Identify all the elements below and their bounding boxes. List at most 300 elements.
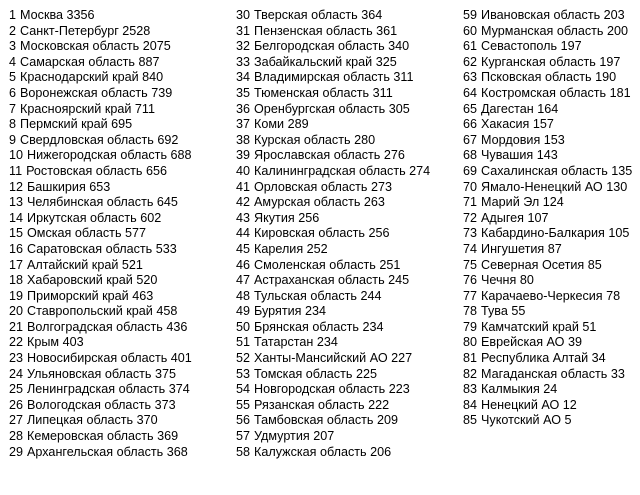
region-value: 887 (138, 54, 160, 69)
region-name: Астраханская область (254, 273, 385, 288)
rank-number: 16 (9, 241, 24, 256)
region-value: 840 (142, 70, 164, 85)
rank-number: 34 (236, 70, 251, 85)
rank-number: 13 (9, 195, 24, 210)
region-name: Брянская область (254, 319, 359, 334)
region-name: Хакасия (481, 117, 530, 132)
ranking-row (9, 258, 229, 274)
ranking-row (463, 211, 640, 227)
rank-number: 4 (9, 54, 17, 69)
region-value: 692 (157, 132, 179, 147)
region-name: Республика Алтай (481, 351, 589, 366)
rank-number: 8 (9, 117, 17, 132)
region-value: 458 (156, 304, 178, 319)
ranking-row (236, 39, 458, 55)
region-ranking-list (0, 8, 640, 495)
region-name: Тува (481, 304, 508, 319)
region-value: 695 (111, 117, 133, 132)
region-name: Бурятия (254, 304, 302, 319)
region-value: 311 (372, 85, 393, 100)
region-name: Адыгея (481, 210, 524, 225)
rank-number: 71 (463, 195, 478, 210)
ranking-row (463, 242, 640, 258)
rank-number: 69 (463, 163, 478, 178)
ranking-row (9, 55, 229, 71)
ranking-row (463, 148, 640, 164)
ranking-row (9, 351, 229, 367)
region-name: Москва (20, 8, 64, 22)
ranking-row (9, 211, 229, 227)
region-value: 234 (362, 319, 384, 334)
region-value: 78 (606, 288, 621, 303)
ranking-row (9, 8, 229, 24)
region-name: Ставропольский край (27, 304, 153, 319)
region-name: Камчатский край (481, 319, 579, 334)
region-value: 55 (511, 304, 526, 319)
rank-number: 76 (463, 273, 478, 288)
ranking-row (236, 367, 458, 383)
ranking-row (463, 55, 640, 71)
rank-number: 11 (9, 163, 23, 178)
region-name: Ленинградская область (27, 382, 166, 397)
region-name: Архангельская область (27, 444, 164, 459)
rank-number: 35 (236, 85, 251, 100)
ranking-row (463, 133, 640, 149)
ranking-row (463, 24, 640, 40)
region-name: Саратовская область (27, 241, 153, 256)
ranking-row (9, 398, 229, 414)
region-name: Тамбовская область (254, 413, 374, 428)
ranking-row (236, 102, 458, 118)
region-name: Псковская область (481, 70, 592, 85)
rank-number: 23 (9, 351, 24, 366)
ranking-row (9, 226, 229, 242)
region-name: Нижегородская область (27, 148, 168, 163)
rank-number: 38 (236, 132, 251, 147)
region-value: 203 (603, 8, 625, 22)
region-value: 374 (168, 382, 190, 397)
rank-number: 73 (463, 226, 478, 241)
rank-number: 55 (236, 397, 251, 412)
ranking-row (9, 413, 229, 429)
region-name: Сахалинская область (481, 163, 608, 178)
ranking-row (463, 413, 640, 429)
region-value: 311 (393, 70, 414, 85)
rank-number: 9 (9, 132, 17, 147)
region-name: Кабардино-Балкария (481, 226, 605, 241)
region-value: 436 (166, 319, 188, 334)
ranking-row (463, 351, 640, 367)
rank-number: 75 (463, 257, 478, 272)
rank-number: 66 (463, 117, 478, 132)
ranking-row (9, 320, 229, 336)
region-value: 51 (582, 319, 597, 334)
region-value: 533 (155, 241, 177, 256)
ranking-row (9, 164, 229, 180)
region-value: 368 (166, 444, 188, 459)
rank-number: 50 (236, 319, 251, 334)
rank-number: 56 (236, 413, 251, 428)
region-name: Смоленская область (254, 257, 376, 272)
region-value: 12 (562, 397, 577, 412)
ranking-row (236, 24, 458, 40)
region-name: Чувашия (481, 148, 534, 163)
ranking-row (236, 148, 458, 164)
region-value: 244 (360, 288, 382, 303)
region-value: 276 (383, 148, 405, 163)
region-value: 143 (536, 148, 558, 163)
region-name: Ямало-Ненецкий АО (481, 179, 603, 194)
region-name: Омская область (27, 226, 122, 241)
ranking-row (463, 195, 640, 211)
ranking-row (236, 133, 458, 149)
region-value: 280 (354, 132, 376, 147)
region-value: 645 (156, 195, 178, 210)
rank-number: 70 (463, 179, 478, 194)
ranking-row (9, 242, 229, 258)
region-name: Коми (254, 117, 285, 132)
ranking-row (463, 102, 640, 118)
region-name: Костромская область (481, 85, 607, 100)
region-value: 197 (560, 39, 582, 54)
region-name: Карачаево-Черкесия (481, 288, 603, 303)
region-name: Краснодарский край (20, 70, 139, 85)
rank-number: 78 (463, 304, 478, 319)
ranking-row (9, 304, 229, 320)
ranking-row (236, 195, 458, 211)
ranking-row (236, 398, 458, 414)
region-name: Якутия (254, 210, 295, 225)
ranking-row (9, 335, 229, 351)
region-name: Магаданская область (481, 366, 608, 381)
ranking-row (236, 242, 458, 258)
rank-number: 74 (463, 241, 478, 256)
region-name: Карелия (254, 241, 304, 256)
rank-number: 79 (463, 319, 478, 334)
rank-number: 82 (463, 366, 478, 381)
region-value: 325 (375, 54, 397, 69)
region-value: 222 (368, 397, 390, 412)
ranking-row (9, 148, 229, 164)
rank-number: 84 (463, 397, 478, 412)
region-name: Ханты-Мансийский АО (254, 351, 388, 366)
rank-number: 57 (236, 429, 251, 444)
ranking-row (463, 164, 640, 180)
region-name: Новосибирская область (27, 351, 168, 366)
ranking-row (9, 195, 229, 211)
region-value: 39 (567, 335, 582, 350)
region-value: 361 (376, 23, 398, 38)
region-value: 370 (136, 413, 158, 428)
rank-number: 22 (9, 335, 24, 350)
region-value: 124 (542, 195, 564, 210)
rank-number: 54 (236, 382, 251, 397)
rank-number: 59 (463, 8, 478, 22)
region-value: 197 (599, 54, 621, 69)
rank-number: 40 (236, 163, 251, 178)
region-name: Красноярский край (20, 101, 132, 116)
region-value: 223 (388, 382, 410, 397)
region-name: Иркутская область (27, 210, 137, 225)
ranking-row (9, 86, 229, 102)
ranking-column-3 (463, 8, 640, 429)
rank-number: 39 (236, 148, 251, 163)
region-name: Чечня (481, 273, 517, 288)
region-name: Алтайский край (27, 257, 119, 272)
region-name: Ивановская область (481, 8, 601, 22)
ranking-row (9, 382, 229, 398)
rank-number: 3 (9, 39, 17, 54)
rank-number: 53 (236, 366, 251, 381)
ranking-row (463, 8, 640, 24)
region-value: 200 (606, 23, 628, 38)
rank-number: 5 (9, 70, 17, 85)
region-value: 403 (62, 335, 84, 350)
region-value: 24 (543, 382, 558, 397)
rank-number: 15 (9, 226, 24, 241)
rank-number: 44 (236, 226, 251, 241)
region-value: 711 (134, 101, 155, 116)
region-name: Ненецкий АО (481, 397, 560, 412)
region-name: Ингушетия (481, 241, 545, 256)
region-value: 209 (376, 413, 398, 428)
region-value: 251 (379, 257, 401, 272)
region-name: Мордовия (481, 132, 541, 147)
region-value: 3356 (66, 8, 95, 22)
ranking-row (463, 398, 640, 414)
region-value: 234 (316, 335, 338, 350)
region-value: 520 (136, 273, 158, 288)
region-name: Тюменская область (254, 85, 370, 100)
region-value: 87 (547, 241, 562, 256)
region-value: 274 (409, 163, 431, 178)
ranking-row (9, 70, 229, 86)
ranking-row (236, 335, 458, 351)
region-name: Вологодская область (27, 397, 152, 412)
ranking-row (9, 133, 229, 149)
rank-number: 7 (9, 101, 17, 116)
region-name: Белгородская область (254, 39, 385, 54)
rank-number: 72 (463, 210, 478, 225)
ranking-row (463, 382, 640, 398)
region-name: Томская область (254, 366, 353, 381)
rank-number: 24 (9, 366, 24, 381)
region-name: Хабаровский край (27, 273, 133, 288)
region-value: 602 (140, 210, 162, 225)
rank-number: 51 (236, 335, 251, 350)
rank-number: 1 (9, 8, 17, 22)
region-name: Марий Эл (481, 195, 540, 210)
region-name: Чукотский АО (481, 413, 562, 428)
rank-number: 2 (9, 23, 17, 38)
region-value: 33 (610, 366, 625, 381)
rank-number: 58 (236, 444, 251, 459)
ranking-row (463, 180, 640, 196)
rank-number: 43 (236, 210, 251, 225)
ranking-row (463, 70, 640, 86)
rank-number: 18 (9, 273, 24, 288)
region-value: 2075 (142, 39, 171, 54)
region-value: 34 (591, 351, 606, 366)
rank-number: 61 (463, 39, 478, 54)
ranking-row (236, 70, 458, 86)
ranking-row (9, 273, 229, 289)
region-value: 227 (391, 351, 413, 366)
ranking-row (236, 273, 458, 289)
ranking-row (463, 117, 640, 133)
rank-number: 17 (9, 257, 24, 272)
rank-number: 52 (236, 351, 251, 366)
ranking-row (463, 273, 640, 289)
region-value: 181 (609, 85, 631, 100)
rank-number: 33 (236, 54, 251, 69)
region-value: 263 (363, 195, 385, 210)
rank-number: 64 (463, 85, 478, 100)
ranking-row (463, 258, 640, 274)
region-value: 190 (595, 70, 617, 85)
region-value: 289 (287, 117, 309, 132)
region-name: Орловская область (254, 179, 368, 194)
region-value: 80 (519, 273, 534, 288)
rank-number: 29 (9, 444, 24, 459)
region-value: 463 (132, 288, 154, 303)
rank-number: 19 (9, 288, 24, 303)
region-value: 107 (527, 210, 549, 225)
region-name: Северная Осетия (481, 257, 585, 272)
region-value: 164 (537, 101, 559, 116)
ranking-row (236, 320, 458, 336)
region-value: 2528 (122, 23, 151, 38)
rank-number: 67 (463, 132, 478, 147)
region-value: 401 (170, 351, 192, 366)
ranking-row (463, 335, 640, 351)
rank-number: 14 (9, 210, 24, 225)
rank-number: 46 (236, 257, 251, 272)
rank-number: 65 (463, 101, 478, 116)
region-name: Пермский край (20, 117, 108, 132)
rank-number: 31 (236, 23, 251, 38)
region-name: Ярославская область (254, 148, 381, 163)
region-name: Рязанская область (254, 397, 365, 412)
region-name: Татарстан (254, 335, 314, 350)
ranking-row (236, 429, 458, 445)
region-value: 206 (370, 444, 392, 459)
region-name: Липецкая область (27, 413, 134, 428)
rank-number: 77 (463, 288, 478, 303)
rank-number: 32 (236, 39, 251, 54)
region-name: Новгородская область (254, 382, 386, 397)
rank-number: 47 (236, 273, 251, 288)
region-name: Ростовская область (26, 163, 143, 178)
rank-number: 28 (9, 429, 24, 444)
region-name: Оренбургская область (254, 101, 386, 116)
region-name: Мурманская область (481, 23, 604, 38)
region-value: 656 (145, 163, 167, 178)
region-value: 577 (125, 226, 147, 241)
region-name: Волгоградская область (27, 319, 163, 334)
region-name: Амурская область (254, 195, 361, 210)
ranking-row (463, 86, 640, 102)
region-value: 105 (608, 226, 630, 241)
region-name: Санкт-Петербург (20, 23, 119, 38)
ranking-row (9, 289, 229, 305)
rank-number: 49 (236, 304, 251, 319)
ranking-row (236, 55, 458, 71)
ranking-row (236, 180, 458, 196)
region-name: Кировская область (254, 226, 365, 241)
region-name: Крым (27, 335, 60, 350)
rank-number: 30 (236, 8, 251, 22)
region-name: Калужская область (254, 444, 367, 459)
region-value: 245 (388, 273, 410, 288)
rank-number: 42 (236, 195, 251, 210)
region-name: Самарская область (20, 54, 135, 69)
ranking-row (236, 445, 458, 461)
region-value: 5 (564, 413, 572, 428)
region-name: Кемеровская область (27, 429, 154, 444)
rank-number: 10 (9, 148, 24, 163)
region-name: Тульская область (254, 288, 357, 303)
region-value: 340 (388, 39, 410, 54)
ranking-column-2 (236, 8, 458, 460)
rank-number: 48 (236, 288, 251, 303)
region-name: Воронежская область (20, 85, 148, 100)
region-value: 364 (361, 8, 383, 22)
rank-number: 6 (9, 85, 17, 100)
ranking-row (463, 304, 640, 320)
region-value: 688 (170, 148, 192, 163)
ranking-row (9, 117, 229, 133)
region-value: 225 (355, 366, 377, 381)
ranking-row (9, 102, 229, 118)
ranking-row (463, 320, 640, 336)
region-value: 369 (157, 429, 179, 444)
rank-number: 45 (236, 241, 251, 256)
ranking-column-1 (9, 8, 229, 460)
rank-number: 21 (9, 319, 24, 334)
region-value: 373 (154, 397, 176, 412)
ranking-row (9, 445, 229, 461)
rank-number: 41 (236, 179, 251, 194)
rank-number: 81 (463, 351, 478, 366)
region-name: Калмыкия (481, 382, 540, 397)
ranking-row (236, 164, 458, 180)
region-value: 153 (543, 132, 565, 147)
region-value: 256 (298, 210, 320, 225)
region-name: Калининградская область (254, 163, 406, 178)
region-name: Еврейская АО (481, 335, 565, 350)
region-value: 273 (370, 179, 392, 194)
rank-number: 27 (9, 413, 24, 428)
rank-number: 63 (463, 70, 478, 85)
region-value: 234 (304, 304, 326, 319)
region-name: Курганская область (481, 54, 596, 69)
rank-number: 85 (463, 413, 478, 428)
rank-number: 12 (9, 179, 24, 194)
rank-number: 37 (236, 117, 251, 132)
ranking-row (9, 180, 229, 196)
region-value: 375 (154, 366, 176, 381)
ranking-row (236, 8, 458, 24)
region-name: Башкирия (27, 179, 86, 194)
ranking-row (463, 289, 640, 305)
ranking-row (463, 226, 640, 242)
ranking-row (236, 289, 458, 305)
region-name: Удмуртия (254, 429, 310, 444)
region-name: Дагестан (481, 101, 534, 116)
ranking-row (9, 429, 229, 445)
rank-number: 83 (463, 382, 478, 397)
